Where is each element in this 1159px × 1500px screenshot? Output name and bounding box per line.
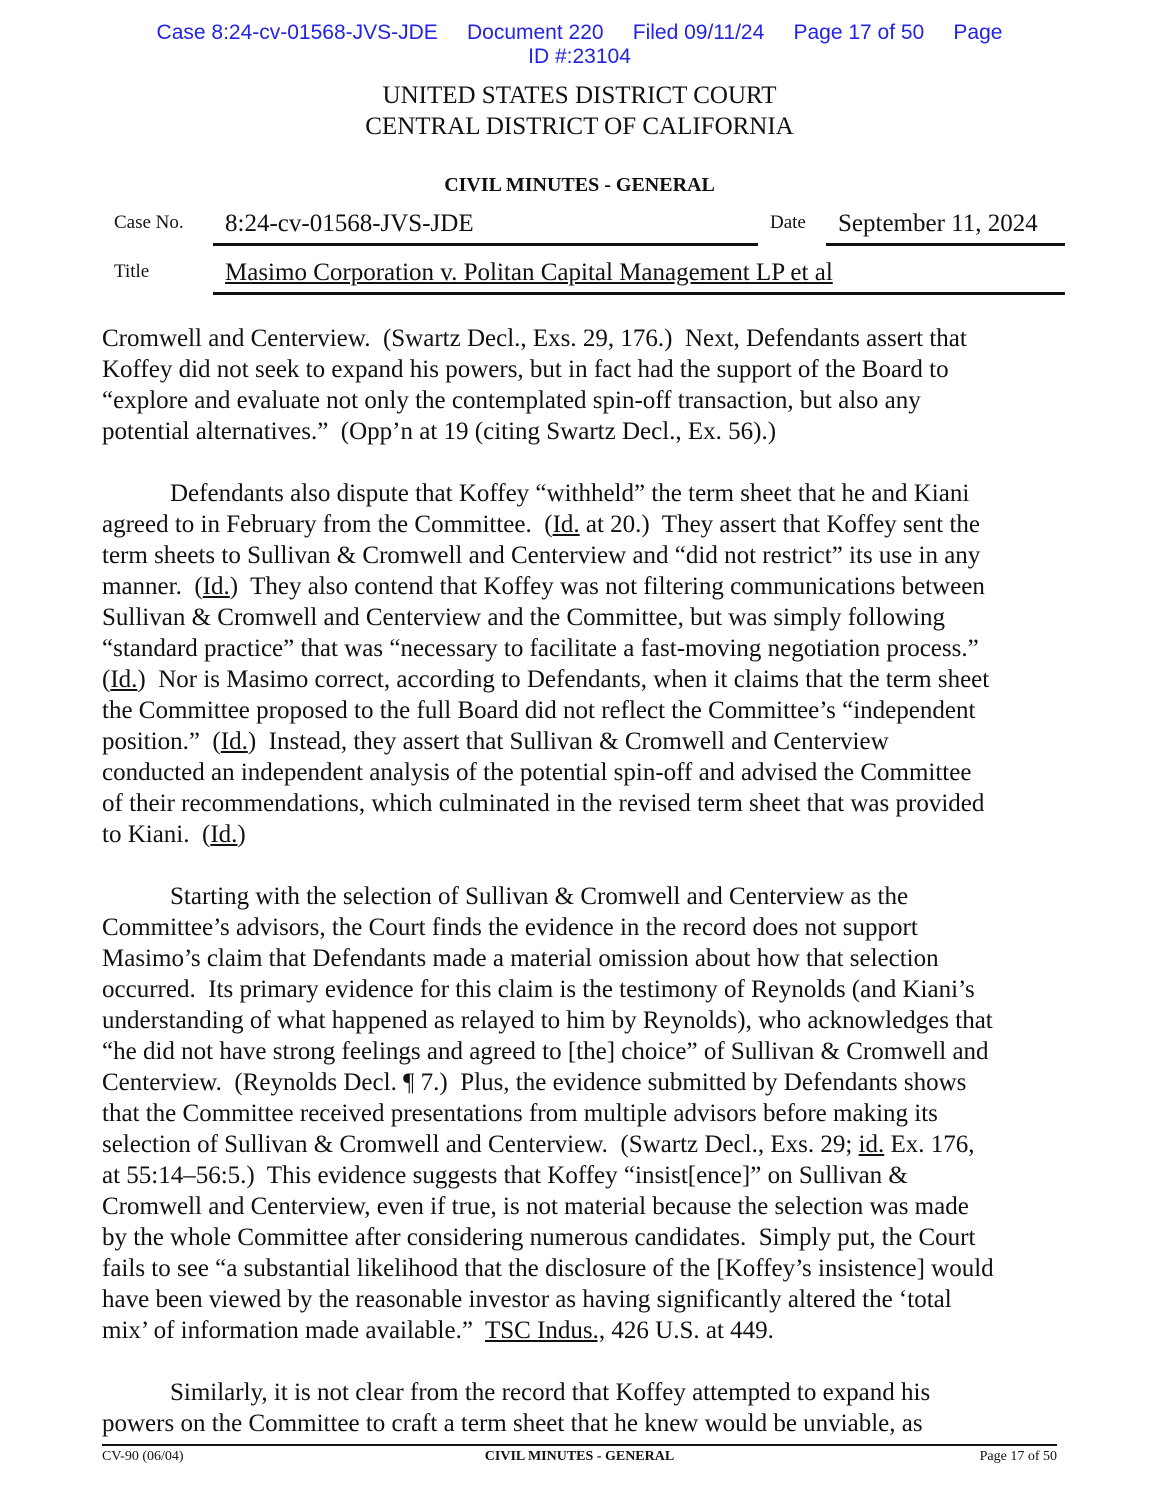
text-line (102, 1160, 1062, 1191)
text-line (102, 664, 1062, 695)
citation: Id. (552, 511, 580, 538)
paragraph (102, 1377, 1062, 1439)
text-line (102, 540, 1062, 571)
text-segment: at 20.) They assert that Koffey sent the (579, 511, 980, 538)
date-label: Date (770, 212, 806, 233)
case-no-rule (213, 243, 758, 246)
text-segment: occurred. Its primary evidence for this claim is the testimony of Reynolds (and Kiani’s (102, 976, 975, 1003)
text-segment: Centerview. (Reynolds Decl. ¶ 7.) Plus, the evidence submitted by Defendants shows (102, 1069, 967, 1096)
text-segment: Cromwell and Centerview, even if true, is not material because the selection was made (102, 1193, 969, 1220)
text-segment: understanding of what happened as relayed to him by Reynolds), who acknowledges that (102, 1007, 993, 1034)
text-line (102, 633, 1062, 664)
text-segment: ) Instead, they assert that Sullivan & Cromwell and Centerview (247, 728, 889, 755)
text-segment: Defendants also dispute that Koffey “withheld” the term sheet that he and Kiani (170, 480, 970, 507)
text-line (102, 416, 1062, 447)
text-line (102, 1098, 1062, 1129)
text-line (102, 1005, 1062, 1036)
citation: TSC Indus., (484, 1317, 606, 1344)
text-segment: 426 U.S. at 449. (605, 1317, 774, 1344)
filing-stamp-line-1: Case 8:24-cv-01568-JVS-JDE Document 220 Filed 09/11/24 Page 17 of 50 Page (156, 21, 1003, 44)
text-line (102, 943, 1062, 974)
text-segment: the Committee proposed to the full Board did not reflect the Committee’s “independent (102, 697, 976, 724)
text-segment: Cromwell and Centerview. (Swartz Decl., Exs. 29, 176.) Next, Defendants assert that (102, 325, 967, 352)
text-segment: position.” ( (102, 728, 221, 755)
case-no-value: 8:24-cv-01568-JVS-JDE (225, 210, 474, 237)
text-line (102, 881, 1062, 912)
text-segment: that the Committee received presentations from multiple advisors before making its (102, 1100, 938, 1127)
text-line (102, 323, 1062, 354)
footer-rule (102, 1444, 1057, 1446)
text-segment: Masimo’s claim that Defendants made a material omission about how that selection (102, 945, 939, 972)
text-line (102, 788, 1062, 819)
text-line (102, 695, 1062, 726)
text-segment: to Kiani. ( (102, 821, 211, 848)
text-segment: Koffey did not seek to expand his powers, but in fact had the support of the Board to (102, 356, 949, 383)
text-line (102, 819, 1062, 850)
text-segment: term sheets to Sullivan & Cromwell and Centerview and “did not restrict” its use in any (102, 542, 981, 569)
citation: Id. (210, 821, 238, 848)
text-line (102, 1284, 1062, 1315)
text-segment: at 55:14–56:5.) This evidence suggests that Koffey “insist[ence]” on Sullivan & (102, 1162, 908, 1189)
document-body (102, 323, 1062, 1470)
text-line (102, 1222, 1062, 1253)
case-title: Masimo Corporation v. Politan Capital Management LP et al (225, 259, 833, 286)
text-segment: ) They also contend that Koffey was not filtering communications between (229, 573, 985, 600)
case-no-label: Case No. (114, 212, 184, 233)
filing-stamp-line-2: ID #:23104 (528, 45, 631, 68)
text-segment: fails to see “a substantial likelihood that the disclosure of the [Koffey’s insistence] would (102, 1255, 994, 1282)
title-label: Title (114, 261, 150, 282)
text-segment: ) Nor is Masimo correct, according to Defendants, when it claims that the term sheet (137, 666, 990, 693)
citation: Id. (220, 728, 248, 755)
text-segment: Starting with the selection of Sullivan & Cromwell and Centerview as the (170, 883, 909, 910)
citation: Id. (202, 573, 230, 600)
text-line (102, 1377, 1062, 1408)
court-name: UNITED STATES DISTRICT COURT (382, 82, 777, 109)
paragraph (102, 881, 1062, 1346)
text-line (102, 1315, 1062, 1346)
text-line (102, 385, 1062, 416)
text-segment: Committee’s advisors, the Court finds the evidence in the record does not support (102, 914, 918, 941)
text-line (102, 478, 1062, 509)
court-district: CENTRAL DISTRICT OF CALIFORNIA (365, 113, 794, 140)
text-line (102, 509, 1062, 540)
text-segment: of their recommendations, which culminated in the revised term sheet that was provided (102, 790, 985, 817)
text-segment: “he did not have strong feelings and agreed to [the] choice” of Sullivan & Cromwell and (102, 1038, 989, 1065)
text-segment: have been viewed by the reasonable investor as having significantly altered the ‘total (102, 1286, 952, 1313)
text-line (102, 757, 1062, 788)
text-segment: “standard practice” that was “necessary to facilitate a fast-moving negotiation process.” (102, 635, 979, 662)
footer-page-number: Page 17 of 50 (979, 1449, 1057, 1464)
text-segment: ( (102, 666, 111, 693)
text-line (102, 1408, 1062, 1439)
text-segment: selection of Sullivan & Cromwell and Centerview. (Swartz Decl., Exs. 29; (102, 1131, 859, 1158)
paragraph (102, 478, 1062, 850)
text-segment: “explore and evaluate not only the contemplated spin-off transaction, but also any (102, 387, 921, 414)
text-segment: conducted an independent analysis of the potential spin-off and advised the Committee (102, 759, 972, 786)
text-line (102, 726, 1062, 757)
text-segment: manner. ( (102, 573, 203, 600)
text-line (102, 354, 1062, 385)
text-line (102, 912, 1062, 943)
text-segment: ) (237, 821, 246, 848)
text-segment: potential alternatives.” (Opp’n at 19 (citing Swartz Decl., Ex. 56).) (102, 418, 777, 445)
citation: Id. (110, 666, 138, 693)
text-line (102, 571, 1062, 602)
title-rule (213, 292, 1065, 295)
text-line (102, 602, 1062, 633)
text-line (102, 1191, 1062, 1222)
date-rule (826, 243, 1065, 246)
text-segment: by the whole Committee after considering numerous candidates. Simply put, the Court (102, 1224, 976, 1251)
text-segment: Ex. 176, (884, 1131, 975, 1158)
footer-heading: CIVIL MINUTES - GENERAL (484, 1449, 675, 1464)
text-line (102, 1129, 1062, 1160)
text-line (102, 1253, 1062, 1284)
citation: id. (858, 1131, 885, 1158)
text-segment: agreed to in February from the Committee. ( (102, 511, 553, 538)
text-segment: Sullivan & Cromwell and Centerview and the Committee, but was simply following (102, 604, 945, 631)
document-heading: CIVIL MINUTES - GENERAL (444, 174, 715, 196)
date-value: September 11, 2024 (838, 210, 1038, 237)
paragraph (102, 323, 1062, 447)
text-line (102, 974, 1062, 1005)
text-segment: Similarly, it is not clear from the record that Koffey attempted to expand his (170, 1379, 931, 1406)
text-segment: mix’ of information made available.” (102, 1317, 485, 1344)
text-segment: powers on the Committee to craft a term sheet that he knew would be unviable, as (102, 1410, 923, 1437)
text-line (102, 1067, 1062, 1098)
text-line (102, 1036, 1062, 1067)
footer-form-number: CV-90 (06/04) (102, 1449, 184, 1464)
